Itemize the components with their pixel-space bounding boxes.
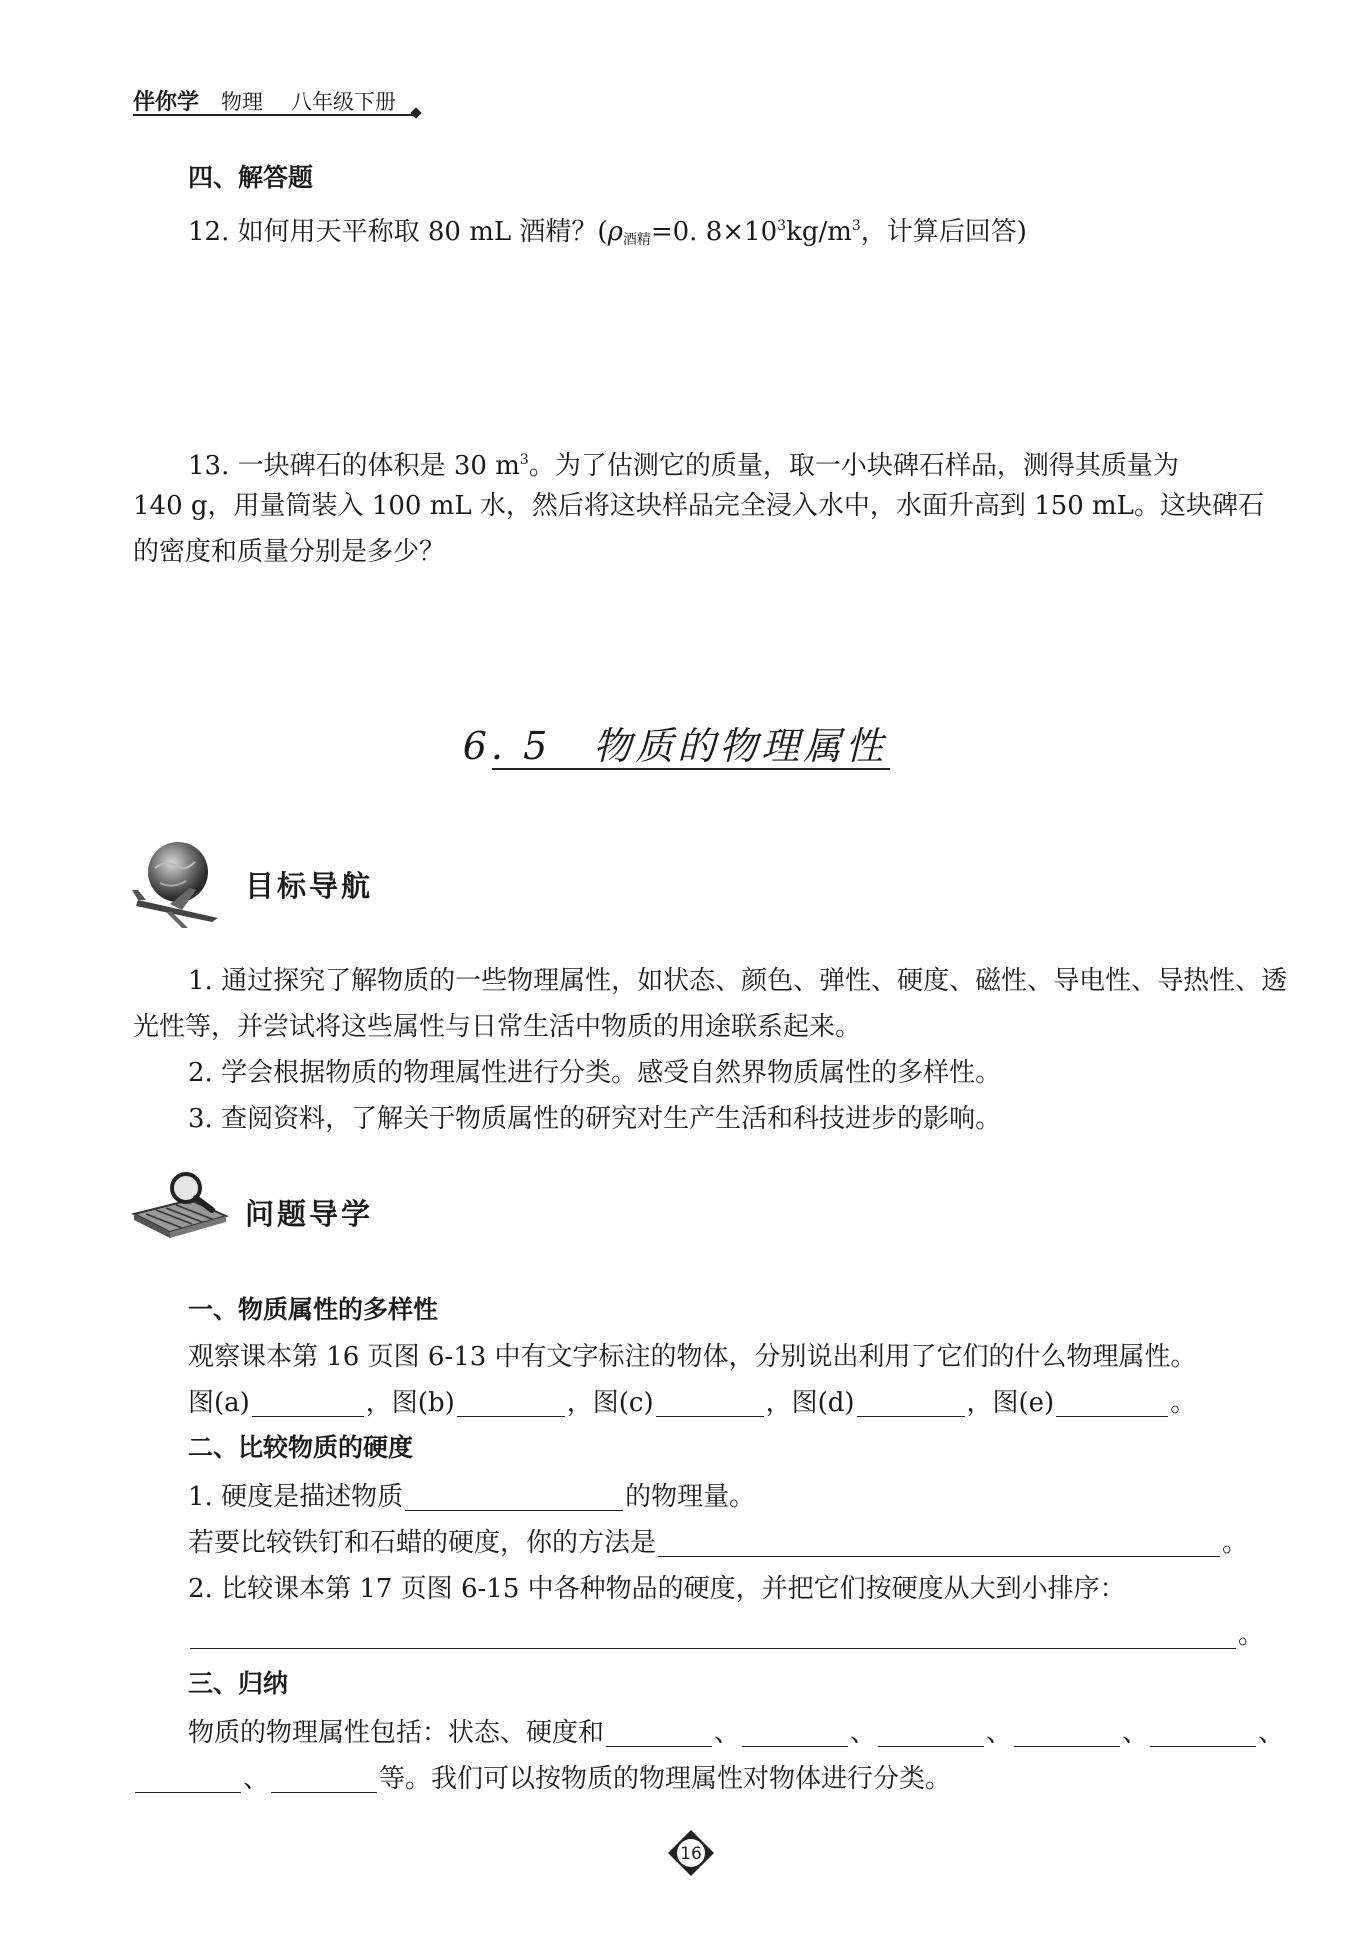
section4-title: 四、解答题 xyxy=(188,163,314,192)
part2-q2-answer xyxy=(188,1612,1264,1658)
q13-line1-b: 。为了估测它的质量，取一小块碑石样品，测得其质量为 xyxy=(528,451,1179,481)
sep-4: 、 xyxy=(1122,1718,1149,1748)
part3-line1-text: 物质的物理属性包括：状态、硬度和 xyxy=(188,1718,605,1748)
part3-line2 xyxy=(133,1756,951,1802)
part2-q1-line2 xyxy=(188,1520,1248,1566)
header-rule xyxy=(133,114,413,116)
fig-end: 。 xyxy=(1170,1388,1197,1418)
q12-text-d: ，计算后回答) xyxy=(860,217,1027,247)
question-13-line2: 140 g，用量筒装入 100 mL 水，然后将这块样品完全浸入水中，水面升高到 150 mL。这块碑石 xyxy=(133,491,1264,521)
part2-title: 二、比较物质的硬度 xyxy=(188,1433,414,1462)
property-blank-4[interactable] xyxy=(1014,1716,1120,1747)
fig-e-label: ，图(e) xyxy=(966,1388,1055,1418)
fig-a-label: 图(a) xyxy=(188,1388,250,1418)
fig-d-label: ，图(d) xyxy=(765,1388,855,1418)
part1-figures xyxy=(188,1380,1196,1426)
q2-answer-end: 。 xyxy=(1238,1620,1265,1650)
goal-item-1-cont: 光性等，并尝试将这些属性与日常生活中物质的用途联系起来。 xyxy=(133,1012,862,1042)
header-brand: 伴你学 xyxy=(133,90,200,115)
q13-sup: 3 xyxy=(519,452,529,468)
q1-blank[interactable] xyxy=(405,1480,623,1511)
header-diamond-icon xyxy=(410,107,421,118)
question-12 xyxy=(188,203,1027,263)
fig-c-label: ，图(c) xyxy=(566,1388,654,1418)
sep-2: 、 xyxy=(850,1718,877,1748)
q12-rho-sub: 酒精 xyxy=(622,232,651,248)
page-number: 16 xyxy=(680,1844,702,1864)
part1-line1: 观察课本第 16 页图 6-13 中有文字标注的物体，分别说出利用了它们的什么物理属性。 xyxy=(188,1342,1197,1372)
goal-item-2: 2. 学会根据物质的物理属性进行分类。感受自然界物质属性的多样性。 xyxy=(188,1058,1002,1088)
header-subject: 物理 xyxy=(221,90,264,114)
q1-text-a: 1. 硬度是描述物质 xyxy=(188,1482,404,1512)
goal-item-3: 3. 查阅资料，了解关于物质属性的研究对生产生活和科技进步的影响。 xyxy=(188,1104,1002,1134)
sep-1: 、 xyxy=(714,1718,741,1748)
property-blank-1[interactable] xyxy=(606,1716,712,1747)
part3-line2-text: 等。我们可以按物质的物理属性对物体进行分类。 xyxy=(379,1764,952,1794)
part2-q2: 2. 比较课本第 17 页图 6-15 中各种物品的硬度，并把它们按硬度从大到小排序： xyxy=(188,1574,1126,1604)
q2-answer-blank[interactable] xyxy=(190,1618,1236,1649)
goals-title: 目标导航 xyxy=(245,869,374,903)
sep-6: 、 xyxy=(243,1764,270,1794)
page-number-badge xyxy=(666,1828,716,1878)
q1-line2-text: 若要比较铁钉和石蜡的硬度，你的方法是 xyxy=(188,1528,657,1558)
question-13-line1 xyxy=(188,437,1179,489)
property-blank-6[interactable] xyxy=(135,1762,241,1793)
guide-title: 问题导学 xyxy=(245,1197,374,1231)
sep-3: 、 xyxy=(986,1718,1013,1748)
fig-e-blank[interactable] xyxy=(1056,1386,1168,1417)
q12-text-c: kg/m xyxy=(786,217,852,247)
fig-c-blank[interactable] xyxy=(656,1386,764,1417)
q12-sup2: 3 xyxy=(851,218,861,234)
fig-d-blank[interactable] xyxy=(857,1386,965,1417)
globe-airplane-icon xyxy=(130,838,230,930)
q1-text-b: 的物理量。 xyxy=(625,1482,756,1512)
q12-text-a: 12. 如何用天平称取 80 mL 酒精？( xyxy=(188,217,608,247)
part1-title: 一、物质属性的多样性 xyxy=(188,1295,439,1324)
q12-text-b: =0. 8×10 xyxy=(650,217,778,247)
q1-line2-end: 。 xyxy=(1222,1528,1249,1558)
header-grade: 八年级下册 xyxy=(291,90,397,114)
part2-q1 xyxy=(188,1474,755,1520)
part3-title: 三、归纳 xyxy=(188,1669,289,1698)
section-title: 6. 5 物质的物理属性 xyxy=(462,724,888,768)
q12-sup1: 3 xyxy=(777,218,787,234)
goal-item-1: 1. 通过探究了解物质的一些物理属性，如状态、颜色、弹性、硬度、磁性、导电性、导热性、透 xyxy=(188,966,1288,996)
magnifier-keyboard-icon xyxy=(130,1168,230,1248)
q13-line1-a: 13. 一块碑石的体积是 30 m xyxy=(188,451,520,481)
sep-5: 、 xyxy=(1258,1718,1285,1748)
q12-rho: ρ xyxy=(607,217,623,247)
section-title-underline xyxy=(492,768,890,770)
property-blank-2[interactable] xyxy=(742,1716,848,1747)
part3-line1 xyxy=(188,1710,1284,1756)
q1-method-blank[interactable] xyxy=(658,1526,1220,1557)
property-blank-5[interactable] xyxy=(1150,1716,1256,1747)
property-blank-3[interactable] xyxy=(878,1716,984,1747)
running-header xyxy=(133,85,396,116)
fig-b-label: ，图(b) xyxy=(365,1388,455,1418)
question-13-line3: 的密度和质量分别是多少？ xyxy=(133,537,446,567)
fig-a-blank[interactable] xyxy=(252,1386,364,1417)
fig-b-blank[interactable] xyxy=(457,1386,565,1417)
property-blank-7[interactable] xyxy=(271,1762,377,1793)
